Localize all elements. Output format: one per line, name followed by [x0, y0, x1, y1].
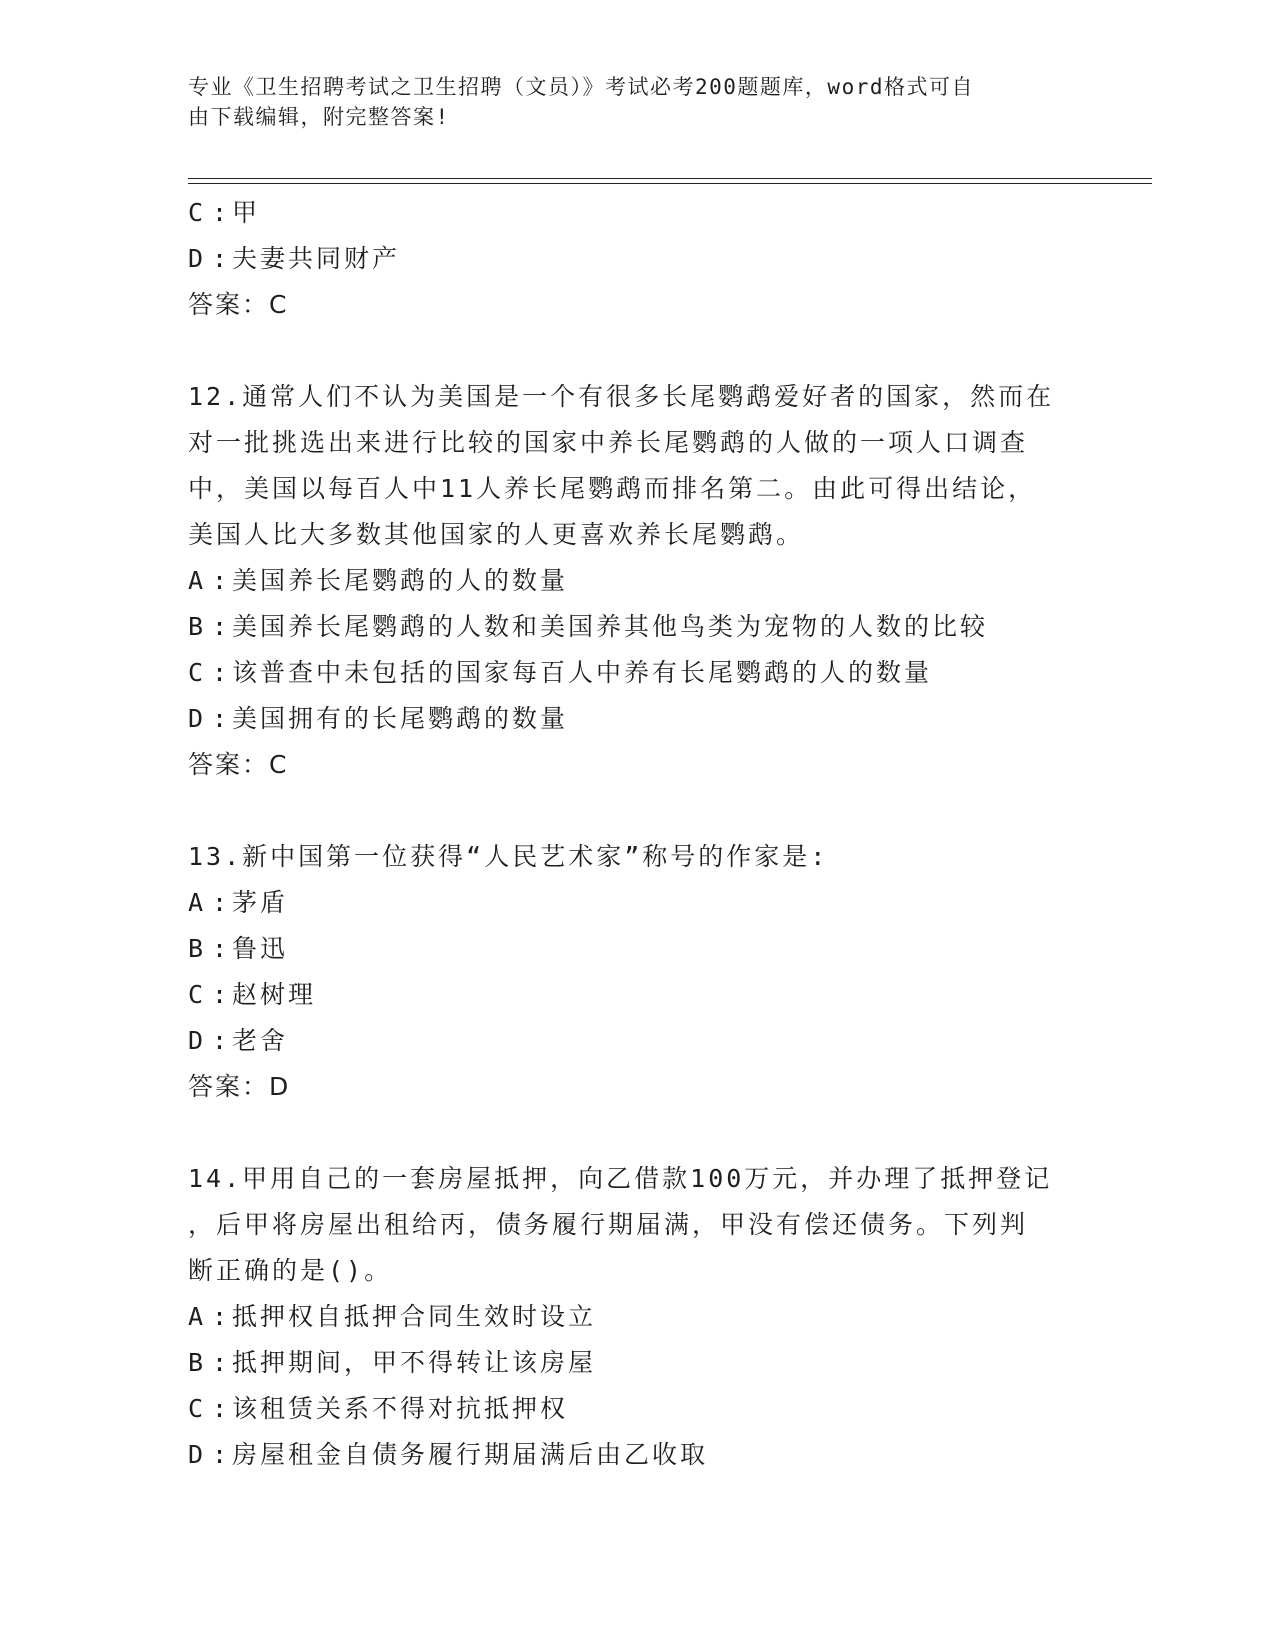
option-d: D :房屋租金自债务履行期届满后由乙收取 — [188, 1440, 709, 1469]
stem-line: 对一批挑选出来进行比较的国家中养长尾鹦鹉的人做的一项人口调查 — [188, 428, 1029, 457]
question-13 — [188, 834, 1088, 1110]
stem-line: 12.通常人们不认为美国是一个有很多长尾鹦鹉爱好者的国家，然而在 — [188, 382, 1055, 411]
header-line-1: 专业《卫生招聘考试之卫生招聘（文员）》考试必考200题题库，word格式可自 — [188, 75, 974, 99]
question-14 — [188, 1156, 1088, 1478]
stem-line: 13.新中国第一位获得“人民艺术家”称号的作家是: — [188, 842, 829, 871]
answer-line: 答案：C — [188, 750, 289, 779]
page-header — [188, 72, 1068, 132]
option-a: A :茅盾 — [188, 888, 289, 917]
header-line-2: 由下载编辑，附完整答案! — [188, 105, 450, 129]
stem-line: 断正确的是()。 — [188, 1256, 393, 1285]
answer-line: 答案：D — [188, 1072, 291, 1101]
option-d: D :老舍 — [188, 1026, 289, 1055]
option-d: D :夫妻共同财产 — [188, 244, 401, 273]
option-c: C :甲 — [188, 198, 261, 227]
option-c: C :该租赁关系不得对抗抵押权 — [188, 1394, 569, 1423]
stem-line: 美国人比大多数其他国家的人更喜欢养长尾鹦鹉。 — [188, 520, 805, 549]
option-d: D :美国拥有的长尾鹦鹉的数量 — [188, 704, 569, 733]
stem-line: 中，美国以每百人中11人养长尾鹦鹉而排名第二。由此可得出结论， — [188, 474, 1037, 503]
option-b: B :美国养长尾鹦鹉的人数和美国养其他鸟类为宠物的人数的比较 — [188, 612, 989, 641]
header-rule-bottom — [188, 183, 1152, 184]
question-stem — [188, 834, 1088, 880]
option-c: C :该普查中未包括的国家每百人中养有长尾鹦鹉的人的数量 — [188, 658, 933, 687]
option-a: A :美国养长尾鹦鹉的人的数量 — [188, 566, 569, 595]
header-rule-top — [188, 178, 1152, 179]
option-a: A :抵押权自抵押合同生效时设立 — [188, 1302, 597, 1331]
answer-line: 答案：C — [188, 290, 289, 319]
option-b: B :鲁迅 — [188, 934, 289, 963]
question-12 — [188, 374, 1088, 788]
stem-line: ，后甲将房屋出租给丙，债务履行期届满，甲没有偿还债务。下列判 — [188, 1210, 1029, 1239]
question-stem — [188, 374, 1088, 558]
stem-line: 14.甲用自己的一套房屋抵押，向乙借款100万元，并办理了抵押登记 — [188, 1164, 1053, 1193]
question-content — [188, 190, 1088, 1478]
option-c: C :赵树理 — [188, 980, 317, 1009]
question-stem — [188, 1156, 1088, 1294]
option-b: B :抵押期间，甲不得转让该房屋 — [188, 1348, 597, 1377]
question-11 — [188, 190, 1088, 328]
